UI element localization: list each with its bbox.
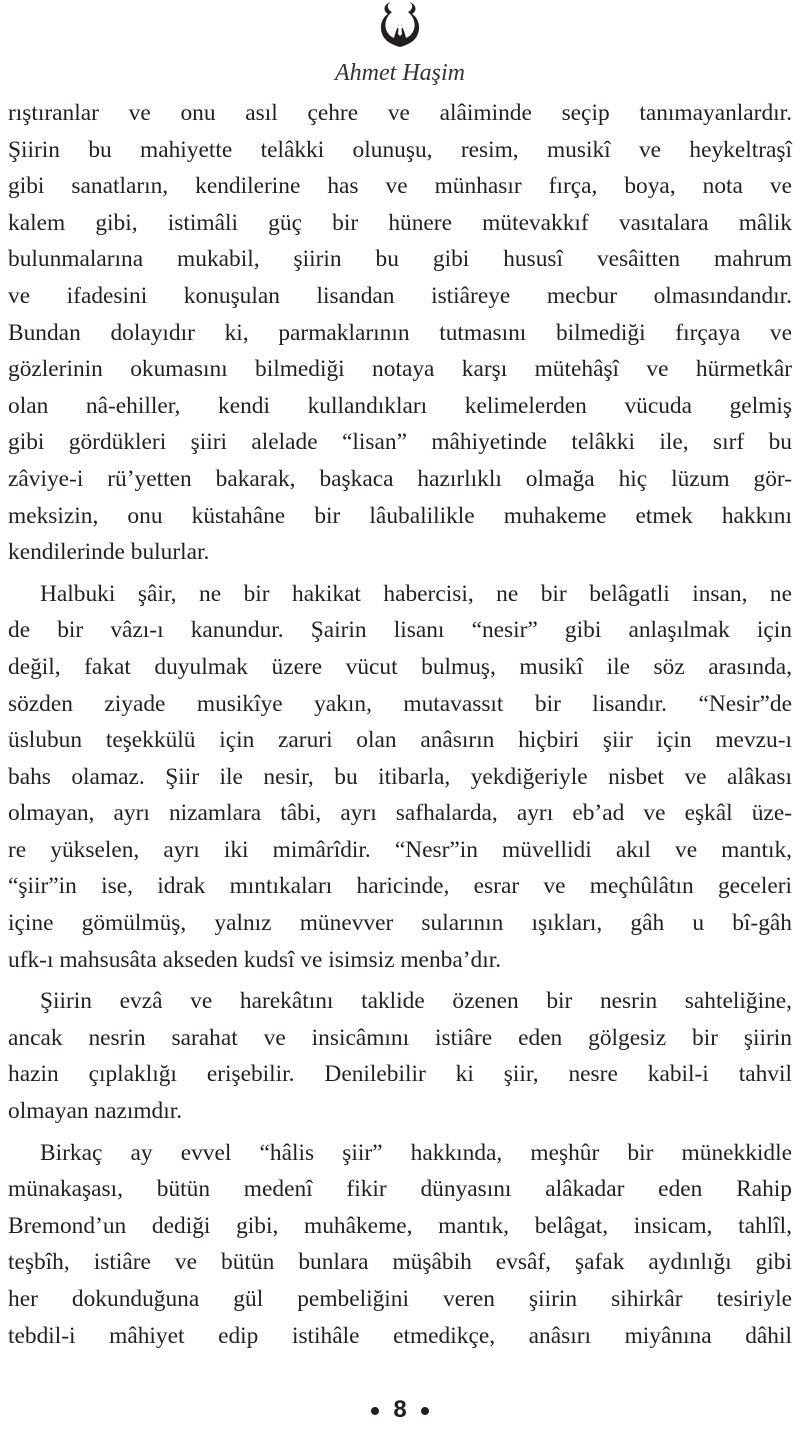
text-line: sözden ziyade musikîye yakın, mutavassıt bir lisandır. “Nesir”de xyxy=(8,690,792,717)
text-line: olmayan nazımdır. xyxy=(8,1098,183,1125)
text-line: re yükselen, ayrı iki mimârîdir. “Nesr”in müvellidi akıl ve mantık, xyxy=(8,836,792,863)
text-line: Şiirin evzâ ve harekâtını taklide özenen bir nesrin sahteliğine, xyxy=(40,988,792,1015)
text-line: hazin çıplaklığı erişebilir. Denilebilir ki şiir, nesre kabil-i tahvil xyxy=(8,1061,792,1088)
text-line: bahs olamaz. Şiir ile nesir, bu itibarla, yekdiğeriyle nisbet ve alâkası xyxy=(8,763,792,790)
text-line: değil, fakat duyulmak üzere vücut bulmuş, musikî ile söz arasında, xyxy=(8,653,792,680)
text-line: olan nâ-ehiller, kendi kullandıkları kelimelerden vücuda gelmiş xyxy=(8,392,792,419)
text-line: gözlerinin okumasını bilmediği notaya karşı mütehâşî ve hürmetkâr xyxy=(8,356,792,383)
text-line: münakaşası, bütün medenî fikir dünyasını alâkadar eden Rahip xyxy=(8,1176,792,1203)
body-text xyxy=(8,95,792,1359)
paragraph xyxy=(8,576,792,979)
text-line: meksizin, onu küstahâne bir lâubalilikle muhakeme etmek hakkını xyxy=(8,502,792,529)
text-line: Bremond’un dediği gibi, muhâkeme, mantık, belâgat, insicam, tahlîl, xyxy=(8,1212,792,1239)
text-line: ve ifadesini konuşulan lisandan istiâreye mecbur olmasındandır. xyxy=(8,282,792,309)
running-head-author: Ahmet Haşim xyxy=(335,60,465,86)
text-line: içine gömülmüş, yalnız münevver sularının ışıkları, gâh u bî-gâh xyxy=(8,910,792,937)
text-line: olmayan, ayrı nizamlara tâbi, ayrı safhalarda, ayrı eb’ad ve eşkâl üze- xyxy=(8,800,792,827)
text-line: Halbuki şâir, ne bir hakikat habercisi, ne bir belâgatli insan, ne xyxy=(40,580,792,607)
text-line: rıştıranlar ve onu asıl çehre ve alâiminde seçip tanımayanlardır. xyxy=(8,100,792,126)
text-line: “şiir”in ise, idrak mıntıkaları haricinde, esrar ve meçhûlâtın geceleri xyxy=(8,873,792,900)
text-line: de bir vâzı-ı kanundur. Şairin lisanı “nesir” gibi anlaşılmak için xyxy=(8,617,792,644)
text-line: her dokunduğuna gül pembeliğini veren şiirin sihirkâr tesiriyle xyxy=(8,1286,792,1312)
text-line: Birkaç ay evvel “hâlis şiir” hakkında, meşhûr bir münekkidle xyxy=(40,1139,792,1166)
lyre-ornament-icon xyxy=(370,0,430,54)
page-number: 8 xyxy=(393,1396,407,1423)
text-line: zâviye-i rü’yetten bakarak, başkaca hazırlıklı olmağa hiç lüzum gör- xyxy=(8,465,792,492)
text-line: kendilerinde bulurlar. xyxy=(8,539,210,566)
text-line: bulunmalarına mukabil, şiirin bu gibi hususî vesâitten mahrum xyxy=(8,246,792,273)
bullet-icon xyxy=(371,1407,379,1415)
text-line: gibi sanatların, kendilerine has ve münhasır fırça, boya, nota ve xyxy=(8,173,792,200)
text-line: gibi gördükleri şiiri alelade “lisan” mâhiyetinde telâkki ile, sırf bu xyxy=(8,429,792,456)
text-line: tebdil-i mâhiyet edip istihâle etmedikçe, anâsırı miyânına dâhil xyxy=(8,1322,792,1349)
text-line: üslubun teşekkülü için zaruri olan anâsırın hiçbiri şiir için mevzu-ı xyxy=(8,727,792,754)
paragraph xyxy=(8,1135,792,1355)
paragraph xyxy=(8,983,792,1129)
text-line: Bundan dolayıdır ki, parmaklarının tutmasını bilmediği fırçaya ve xyxy=(8,319,792,346)
text-line: ufk-ı mahsusâta akseden kudsî ve isimsiz menba’dır. xyxy=(8,946,502,973)
text-line: teşbîh, istiâre ve bütün bunlara müşâbih evsâf, şafak aydınlığı gibi xyxy=(8,1249,792,1276)
text-line: kalem gibi, istimâli güç bir hünere mütevakkıf vasıtalara mâlik xyxy=(8,209,792,236)
text-line: Şiirin bu mahiyette telâkki olunuşu, resim, musikî ve heykeltraşî xyxy=(8,136,792,163)
text-line: ancak nesrin sarahat ve insicâmını istiâre eden gölgesiz bir şiirin xyxy=(8,1024,792,1051)
paragraph xyxy=(8,95,792,571)
page-number-footer xyxy=(0,1396,800,1424)
bullet-icon xyxy=(421,1407,429,1415)
